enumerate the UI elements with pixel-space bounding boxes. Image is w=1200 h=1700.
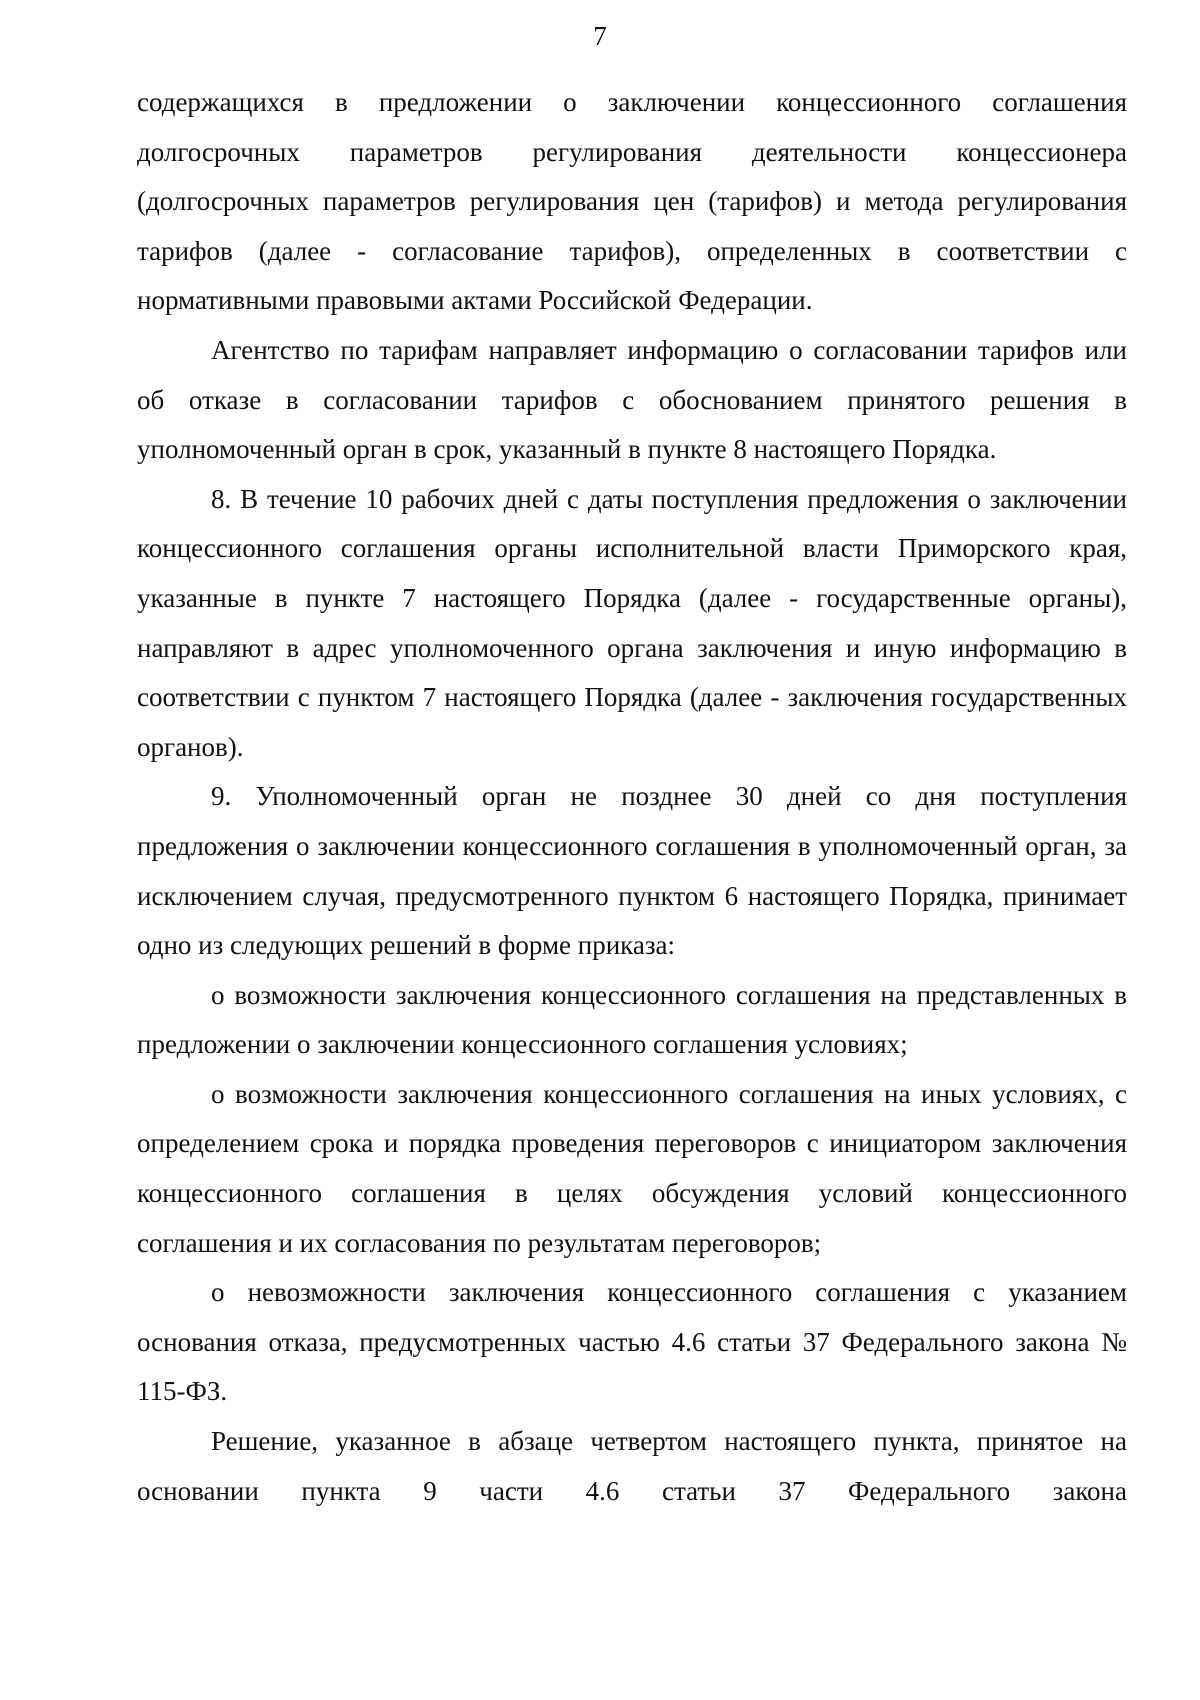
paragraph-continuation: содержащихся в предложении о заключении концессионного соглашения долгосрочных параметров регулирования деятельности концессионера (долгосрочных параметров регулирования цен (тарифов) и метода регулирования тарифов (далее - согласование тарифов), определенных в соответствии с нормативными правовыми актами Российской Федерации. xyxy=(137,87,1127,316)
paragraph-option-other-terms: о возможности заключения концессионного соглашения на иных условиях, с определением срока и порядка проведения переговоров с инициатором заключения концессионного соглашения в целях обсуждения условий концессионного соглашения и их согласования по результатам переговоров; xyxy=(137,1078,1127,1258)
paragraph-tariff-agency: Агентство по тарифам направляет информацию о согласовании тарифов или об отказе в согласовании тарифов с обоснованием принятого решения в уполномоченный орган в срок, указанный в пункте 8 настоящего Порядка. xyxy=(137,334,1127,465)
document-body xyxy=(137,78,1127,1516)
paragraph-item-8: 8. В течение 10 рабочих дней с даты поступления предложения о заключении концессионного соглашения органы исполнительной власти Приморского края, указанные в пункте 7 настоящего Порядка (далее - государственные органы), направляют в адрес уполномоченного органа заключения и иную информацию в соответствии с пунктом 7 настоящего Порядка (далее - заключения государственных органов). xyxy=(137,483,1127,762)
paragraph-item-9: 9. Уполномоченный орган не позднее 30 дней со дня поступления предложения о заключении концессионного соглашения в уполномоченный орган, за исключением случая, предусмотренного пунктом 6 настоящего Порядка, принимает одно из следующих решений в форме приказа: xyxy=(137,781,1127,961)
paragraph-decision: Решение, указанное в абзаце четвертом настоящего пункта, принятое на основании пункта 9 части 4.6 статьи 37 Федерального закона xyxy=(137,1426,1127,1506)
paragraph-option-possible: о возможности заключения концессионного соглашения на представленных в предложении о заключении концессионного соглашения условиях; xyxy=(137,979,1127,1060)
page-number: 7 xyxy=(593,21,607,51)
paragraph-option-impossible: о невозможности заключения концессионного соглашения с указанием основания отказа, предусмотренных частью 4.6 статьи 37 Федерального закона № 115-ФЗ. xyxy=(137,1277,1127,1407)
